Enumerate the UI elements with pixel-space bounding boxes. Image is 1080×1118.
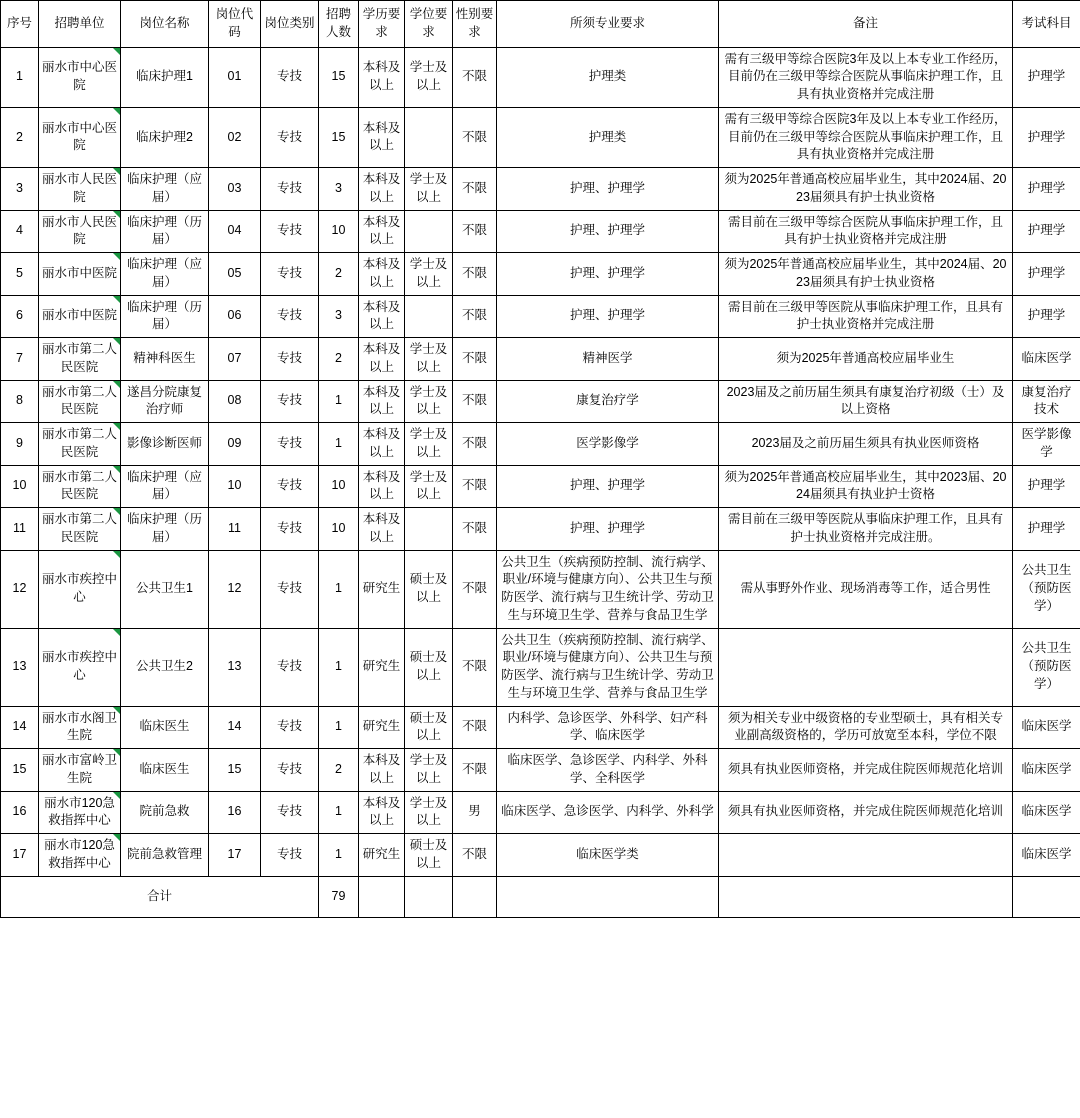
total-empty-cell xyxy=(719,876,1013,917)
cell-num: 1 xyxy=(319,628,359,706)
cell-degree: 硕士及以上 xyxy=(405,550,453,628)
cell-seq: 4 xyxy=(1,210,39,253)
cell-exam: 临床医学 xyxy=(1013,706,1080,749)
cell-seq: 8 xyxy=(1,380,39,423)
cell-unit: 丽水市第二人民医院 xyxy=(39,380,121,423)
table-row xyxy=(1,380,1080,423)
table-row xyxy=(1,423,1080,466)
cell-unit: 丽水市第二人民医院 xyxy=(39,465,121,508)
cell-type: 专技 xyxy=(261,791,319,834)
cell-type: 专技 xyxy=(261,107,319,167)
cell-seq: 7 xyxy=(1,338,39,381)
table-row xyxy=(1,107,1080,167)
cell-num: 15 xyxy=(319,107,359,167)
cell-major: 公共卫生（疾病预防控制、流行病学、职业/环境与健康方向）、公共卫生与预防医学、流行病与卫生统计学、劳动卫生与环境卫生学、营养与食品卫生学 xyxy=(497,550,719,628)
header-code: 岗位代码 xyxy=(209,1,261,48)
cell-major: 临床医学、急诊医学、内科学、外科学 xyxy=(497,791,719,834)
cell-gender: 不限 xyxy=(453,168,497,211)
cell-post: 遂昌分院康复治疗师 xyxy=(121,380,209,423)
cell-type: 专技 xyxy=(261,295,319,338)
cell-remark: 须为2025年普通高校应届毕业生，其中2023届、2024届须具有执业护士资格 xyxy=(719,465,1013,508)
header-seq: 序号 xyxy=(1,1,39,48)
table-row xyxy=(1,465,1080,508)
cell-remark xyxy=(719,628,1013,706)
table-row xyxy=(1,168,1080,211)
cell-unit: 丽水市第二人民医院 xyxy=(39,338,121,381)
table-header-row xyxy=(1,1,1080,48)
cell-exam: 护理学 xyxy=(1013,107,1080,167)
cell-degree: 学士及以上 xyxy=(405,168,453,211)
table-row xyxy=(1,253,1080,296)
cell-gender: 不限 xyxy=(453,550,497,628)
cell-code: 14 xyxy=(209,706,261,749)
cell-seq: 16 xyxy=(1,791,39,834)
cell-major: 护理类 xyxy=(497,47,719,107)
table-row xyxy=(1,550,1080,628)
cell-major: 医学影像学 xyxy=(497,423,719,466)
cell-post: 临床护理2 xyxy=(121,107,209,167)
table-row xyxy=(1,628,1080,706)
cell-post: 临床护理（历届） xyxy=(121,295,209,338)
cell-unit: 丽水市中医院 xyxy=(39,253,121,296)
cell-degree: 学士及以上 xyxy=(405,253,453,296)
cell-edu: 本科及以上 xyxy=(359,465,405,508)
cell-degree xyxy=(405,295,453,338)
header-unit: 招聘单位 xyxy=(39,1,121,48)
cell-gender: 不限 xyxy=(453,253,497,296)
cell-major: 公共卫生（疾病预防控制、流行病学、职业/环境与健康方向）、公共卫生与预防医学、流行病与卫生统计学、劳动卫生与环境卫生学、营养与食品卫生学 xyxy=(497,628,719,706)
cell-unit: 丽水市人民医院 xyxy=(39,168,121,211)
header-post: 岗位名称 xyxy=(121,1,209,48)
cell-remark: 2023届及之前历届生须具有康复治疗初级（士）及以上资格 xyxy=(719,380,1013,423)
cell-post: 公共卫生1 xyxy=(121,550,209,628)
cell-remark: 2023届及之前历届生须具有执业医师资格 xyxy=(719,423,1013,466)
cell-edu: 研究生 xyxy=(359,834,405,877)
cell-exam: 护理学 xyxy=(1013,295,1080,338)
cell-seq: 11 xyxy=(1,508,39,551)
table-row xyxy=(1,791,1080,834)
cell-exam: 护理学 xyxy=(1013,47,1080,107)
cell-code: 03 xyxy=(209,168,261,211)
cell-exam: 护理学 xyxy=(1013,210,1080,253)
cell-code: 15 xyxy=(209,749,261,792)
cell-edu: 本科及以上 xyxy=(359,210,405,253)
cell-major: 护理类 xyxy=(497,107,719,167)
cell-unit: 丽水市中心医院 xyxy=(39,107,121,167)
header-type: 岗位类别 xyxy=(261,1,319,48)
cell-gender: 不限 xyxy=(453,628,497,706)
header-edu: 学历要求 xyxy=(359,1,405,48)
cell-gender: 不限 xyxy=(453,749,497,792)
cell-num: 1 xyxy=(319,791,359,834)
cell-post: 临床护理（应届） xyxy=(121,465,209,508)
cell-post: 临床护理（历届） xyxy=(121,508,209,551)
cell-post: 院前急救 xyxy=(121,791,209,834)
cell-seq: 5 xyxy=(1,253,39,296)
cell-remark: 需目前在三级甲等医院从事临床护理工作，且具有护士执业资格并完成注册。 xyxy=(719,508,1013,551)
cell-seq: 1 xyxy=(1,47,39,107)
table-row xyxy=(1,834,1080,877)
cell-major: 临床医学类 xyxy=(497,834,719,877)
cell-post: 临床护理（应届） xyxy=(121,253,209,296)
table-row xyxy=(1,338,1080,381)
cell-gender: 不限 xyxy=(453,465,497,508)
cell-exam: 康复治疗技术 xyxy=(1013,380,1080,423)
cell-code: 16 xyxy=(209,791,261,834)
cell-remark: 须为2025年普通高校应届毕业生 xyxy=(719,338,1013,381)
cell-type: 专技 xyxy=(261,210,319,253)
cell-unit: 丽水市水阁卫生院 xyxy=(39,706,121,749)
cell-post: 临床医生 xyxy=(121,706,209,749)
total-empty-cell xyxy=(497,876,719,917)
cell-type: 专技 xyxy=(261,380,319,423)
cell-remark: 须为相关专业中级资格的专业型硕士，具有相关专业副高级资格的，学历可放宽至本科，学位不限 xyxy=(719,706,1013,749)
cell-type: 专技 xyxy=(261,338,319,381)
cell-post: 临床医生 xyxy=(121,749,209,792)
cell-edu: 本科及以上 xyxy=(359,423,405,466)
cell-code: 09 xyxy=(209,423,261,466)
cell-degree: 学士及以上 xyxy=(405,380,453,423)
cell-edu: 本科及以上 xyxy=(359,508,405,551)
cell-unit: 丽水市120急救指挥中心 xyxy=(39,791,121,834)
cell-major: 护理、护理学 xyxy=(497,253,719,296)
cell-unit: 丽水市人民医院 xyxy=(39,210,121,253)
header-gender: 性别要求 xyxy=(453,1,497,48)
cell-code: 12 xyxy=(209,550,261,628)
cell-num: 10 xyxy=(319,465,359,508)
cell-exam: 公共卫生（预防医学） xyxy=(1013,550,1080,628)
header-exam: 考试科目 xyxy=(1013,1,1080,48)
cell-type: 专技 xyxy=(261,834,319,877)
table-row xyxy=(1,210,1080,253)
cell-seq: 9 xyxy=(1,423,39,466)
cell-unit: 丽水市第二人民医院 xyxy=(39,423,121,466)
cell-num: 15 xyxy=(319,47,359,107)
cell-unit: 丽水市中心医院 xyxy=(39,47,121,107)
cell-remark: 需有三级甲等综合医院3年及以上本专业工作经历，目前仍在三级甲等综合医院从事临床护理工作，且具有执业资格并完成注册 xyxy=(719,47,1013,107)
cell-code: 07 xyxy=(209,338,261,381)
cell-gender: 不限 xyxy=(453,834,497,877)
table-row xyxy=(1,508,1080,551)
cell-degree: 学士及以上 xyxy=(405,338,453,381)
cell-num: 3 xyxy=(319,168,359,211)
cell-exam: 护理学 xyxy=(1013,508,1080,551)
cell-degree: 硕士及以上 xyxy=(405,628,453,706)
table-total-row xyxy=(1,876,1080,917)
cell-unit: 丽水市120急救指挥中心 xyxy=(39,834,121,877)
header-num: 招聘人数 xyxy=(319,1,359,48)
cell-unit: 丽水市富岭卫生院 xyxy=(39,749,121,792)
table-row xyxy=(1,295,1080,338)
cell-num: 10 xyxy=(319,508,359,551)
cell-code: 10 xyxy=(209,465,261,508)
cell-remark: 须具有执业医师资格，并完成住院医师规范化培训 xyxy=(719,791,1013,834)
cell-seq: 10 xyxy=(1,465,39,508)
cell-seq: 15 xyxy=(1,749,39,792)
cell-num: 1 xyxy=(319,380,359,423)
cell-post: 临床护理1 xyxy=(121,47,209,107)
cell-degree xyxy=(405,107,453,167)
cell-num: 1 xyxy=(319,423,359,466)
table-row xyxy=(1,706,1080,749)
cell-seq: 6 xyxy=(1,295,39,338)
cell-exam: 护理学 xyxy=(1013,465,1080,508)
cell-edu: 研究生 xyxy=(359,706,405,749)
cell-post: 影像诊断医师 xyxy=(121,423,209,466)
total-number: 79 xyxy=(319,876,359,917)
total-label: 合计 xyxy=(1,876,319,917)
table-body xyxy=(1,47,1080,917)
cell-unit: 丽水市疾控中心 xyxy=(39,628,121,706)
cell-remark: 需有三级甲等综合医院3年及以上本专业工作经历，目前仍在三级甲等综合医院从事临床护理工作，且具有执业资格并完成注册 xyxy=(719,107,1013,167)
cell-remark: 需目前在三级甲等综合医院从事临床护理工作，且具有护士执业资格并完成注册 xyxy=(719,210,1013,253)
cell-major: 护理、护理学 xyxy=(497,465,719,508)
cell-edu: 研究生 xyxy=(359,628,405,706)
cell-post: 院前急救管理 xyxy=(121,834,209,877)
cell-degree: 硕士及以上 xyxy=(405,706,453,749)
cell-edu: 本科及以上 xyxy=(359,253,405,296)
cell-degree xyxy=(405,210,453,253)
cell-num: 2 xyxy=(319,749,359,792)
cell-type: 专技 xyxy=(261,168,319,211)
cell-unit: 丽水市第二人民医院 xyxy=(39,508,121,551)
cell-seq: 12 xyxy=(1,550,39,628)
cell-gender: 不限 xyxy=(453,107,497,167)
cell-major: 临床医学、急诊医学、内科学、外科学、全科医学 xyxy=(497,749,719,792)
cell-gender: 不限 xyxy=(453,508,497,551)
cell-code: 02 xyxy=(209,107,261,167)
header-remark: 备注 xyxy=(719,1,1013,48)
cell-major: 康复治疗学 xyxy=(497,380,719,423)
cell-gender: 男 xyxy=(453,791,497,834)
cell-edu: 研究生 xyxy=(359,550,405,628)
cell-major: 内科学、急诊医学、外科学、妇产科学、临床医学 xyxy=(497,706,719,749)
cell-degree: 学士及以上 xyxy=(405,749,453,792)
cell-gender: 不限 xyxy=(453,380,497,423)
cell-exam: 护理学 xyxy=(1013,168,1080,211)
table-row xyxy=(1,47,1080,107)
cell-degree: 硕士及以上 xyxy=(405,834,453,877)
cell-num: 1 xyxy=(319,834,359,877)
cell-remark: 须为2025年普通高校应届毕业生，其中2024届、2023届须具有护士执业资格 xyxy=(719,253,1013,296)
cell-code: 11 xyxy=(209,508,261,551)
cell-seq: 2 xyxy=(1,107,39,167)
cell-exam: 公共卫生（预防医学） xyxy=(1013,628,1080,706)
cell-code: 04 xyxy=(209,210,261,253)
cell-remark: 须为2025年普通高校应届毕业生，其中2024届、2023届须具有护士执业资格 xyxy=(719,168,1013,211)
cell-edu: 本科及以上 xyxy=(359,295,405,338)
cell-edu: 本科及以上 xyxy=(359,107,405,167)
cell-code: 01 xyxy=(209,47,261,107)
cell-major: 护理、护理学 xyxy=(497,508,719,551)
cell-degree: 学士及以上 xyxy=(405,465,453,508)
header-degree: 学位要求 xyxy=(405,1,453,48)
total-empty-cell xyxy=(1013,876,1080,917)
cell-major: 护理、护理学 xyxy=(497,168,719,211)
cell-unit: 丽水市中医院 xyxy=(39,295,121,338)
cell-gender: 不限 xyxy=(453,706,497,749)
cell-remark xyxy=(719,834,1013,877)
cell-gender: 不限 xyxy=(453,423,497,466)
cell-remark: 须具有执业医师资格，并完成住院医师规范化培训 xyxy=(719,749,1013,792)
cell-code: 06 xyxy=(209,295,261,338)
cell-gender: 不限 xyxy=(453,338,497,381)
cell-num: 2 xyxy=(319,338,359,381)
cell-degree: 学士及以上 xyxy=(405,791,453,834)
cell-type: 专技 xyxy=(261,628,319,706)
cell-code: 08 xyxy=(209,380,261,423)
cell-unit: 丽水市疾控中心 xyxy=(39,550,121,628)
cell-num: 1 xyxy=(319,550,359,628)
cell-seq: 3 xyxy=(1,168,39,211)
total-empty-cell xyxy=(359,876,405,917)
total-empty-cell xyxy=(453,876,497,917)
cell-major: 精神医学 xyxy=(497,338,719,381)
cell-num: 10 xyxy=(319,210,359,253)
cell-post: 公共卫生2 xyxy=(121,628,209,706)
total-empty-cell xyxy=(405,876,453,917)
cell-major: 护理、护理学 xyxy=(497,295,719,338)
cell-seq: 14 xyxy=(1,706,39,749)
cell-edu: 本科及以上 xyxy=(359,380,405,423)
cell-type: 专技 xyxy=(261,465,319,508)
cell-remark: 需从事野外作业、现场消毒等工作，适合男性 xyxy=(719,550,1013,628)
cell-exam: 临床医学 xyxy=(1013,338,1080,381)
cell-seq: 13 xyxy=(1,628,39,706)
cell-degree: 学士及以上 xyxy=(405,423,453,466)
cell-remark: 需目前在三级甲等医院从事临床护理工作，且具有护士执业资格并完成注册 xyxy=(719,295,1013,338)
cell-num: 1 xyxy=(319,706,359,749)
cell-exam: 护理学 xyxy=(1013,253,1080,296)
cell-type: 专技 xyxy=(261,423,319,466)
cell-exam: 临床医学 xyxy=(1013,791,1080,834)
cell-code: 17 xyxy=(209,834,261,877)
cell-edu: 本科及以上 xyxy=(359,168,405,211)
cell-type: 专技 xyxy=(261,706,319,749)
cell-post: 临床护理（应届） xyxy=(121,168,209,211)
cell-edu: 本科及以上 xyxy=(359,47,405,107)
cell-exam: 医学影像学 xyxy=(1013,423,1080,466)
cell-num: 3 xyxy=(319,295,359,338)
cell-degree xyxy=(405,508,453,551)
table-row xyxy=(1,749,1080,792)
cell-type: 专技 xyxy=(261,508,319,551)
cell-code: 13 xyxy=(209,628,261,706)
cell-exam: 临床医学 xyxy=(1013,749,1080,792)
cell-major: 护理、护理学 xyxy=(497,210,719,253)
cell-edu: 本科及以上 xyxy=(359,338,405,381)
cell-type: 专技 xyxy=(261,253,319,296)
cell-num: 2 xyxy=(319,253,359,296)
cell-gender: 不限 xyxy=(453,47,497,107)
cell-type: 专技 xyxy=(261,47,319,107)
cell-edu: 本科及以上 xyxy=(359,791,405,834)
cell-code: 05 xyxy=(209,253,261,296)
cell-type: 专技 xyxy=(261,749,319,792)
cell-seq: 17 xyxy=(1,834,39,877)
cell-gender: 不限 xyxy=(453,295,497,338)
cell-exam: 临床医学 xyxy=(1013,834,1080,877)
cell-post: 临床护理（历届） xyxy=(121,210,209,253)
cell-type: 专技 xyxy=(261,550,319,628)
cell-post: 精神科医生 xyxy=(121,338,209,381)
cell-gender: 不限 xyxy=(453,210,497,253)
cell-edu: 本科及以上 xyxy=(359,749,405,792)
cell-degree: 学士及以上 xyxy=(405,47,453,107)
header-major: 所须专业要求 xyxy=(497,1,719,48)
